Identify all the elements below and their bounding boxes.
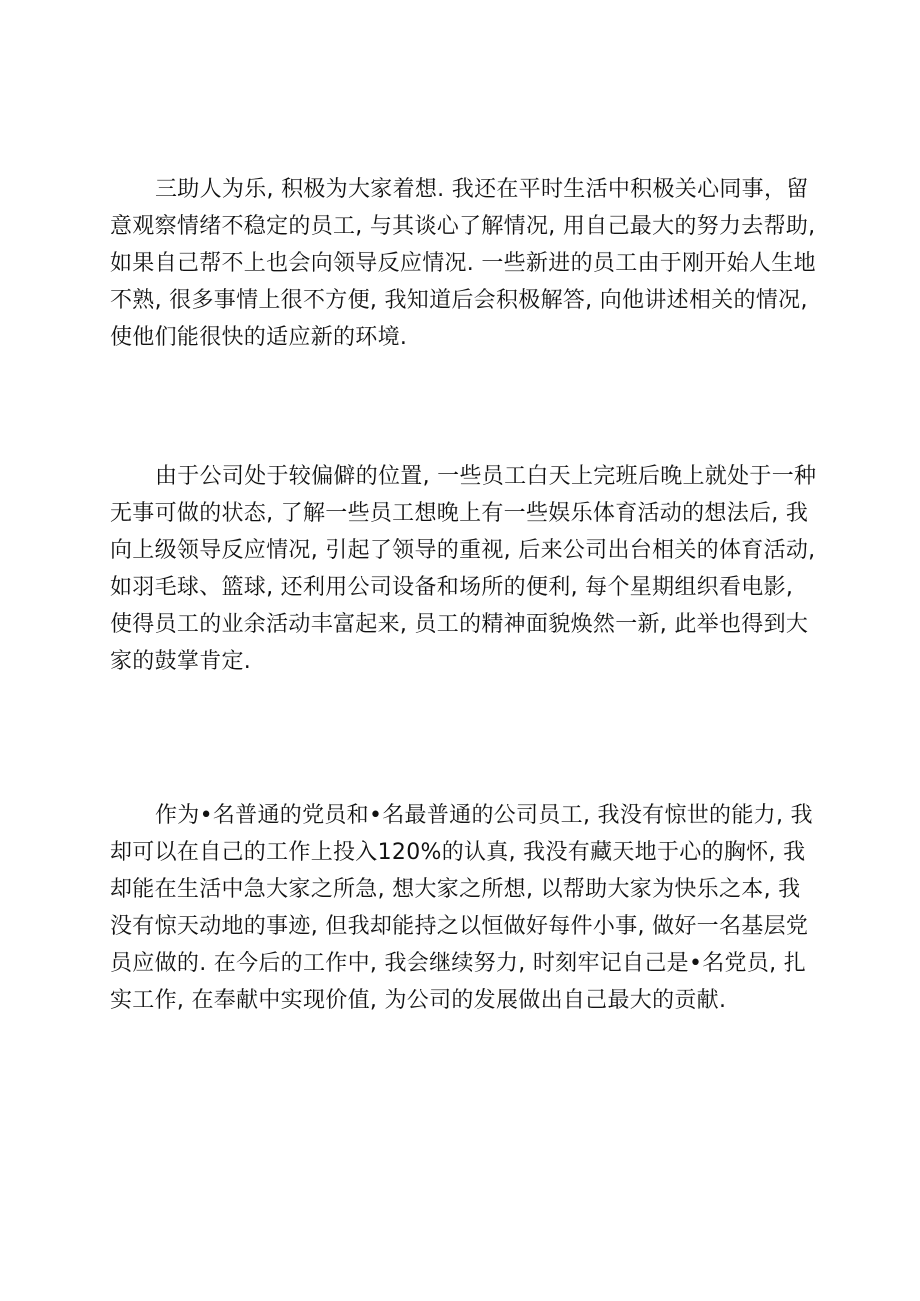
paragraph-recreation-activities: 由于公司处于较偏僻的位置, 一些员工白天上完班后晚上就处于一种无事可做的状态, 了解一些员工想晚上有一些娱乐体育活动的想法后, 我向上级领导反应情况, 引起了领导的重视, 后来公司出台相关的体育活动, 如羽毛球、篮球, 还利用公司设备和场所的便利, 每个星期组织看电影, 使得员工的业余活动丰富起来, 员工的精神面貌焕然一新, 此举也得到大家的鼓掌肯定. [110,464,823,674]
paragraph-helping-others: 三助人为乐, 积极为大家着想. 我还在平时生活中积极关心同事，留意观察情绪不稳定的员工, 与其谈心了解情况, 用自己最大的努力去帮助, 如果自己帮不上也会向领导反应情况. 一些新进的员工由于刚开始人生地不熟, 很多事情上很不方便, 我知道后会积极解答, 向他讲述相关的情况, 使他们能很快的适应新的环境. [110,177,823,350]
paragraph-party-member-commitment: 作为•名普通的党员和•名最普通的公司员工, 我没有惊世的能力, 我却可以在自己的工作上投入120%的认真, 我没有藏天地于心的胸怀, 我却能在生活中急大家之所急, 想大家之所想, 以帮助大家为快乐之本, 我没有惊天动地的事迹, 但我却能持之以恒做好每件小事, 做好一名基层党员应做的. 在今后的工作中, 我会继续努力, 时刻牢记自己是•名党员, 扎实工作, 在奉献中实现价值, 为公司的发展做出自己最大的贡献. [110,803,813,1013]
